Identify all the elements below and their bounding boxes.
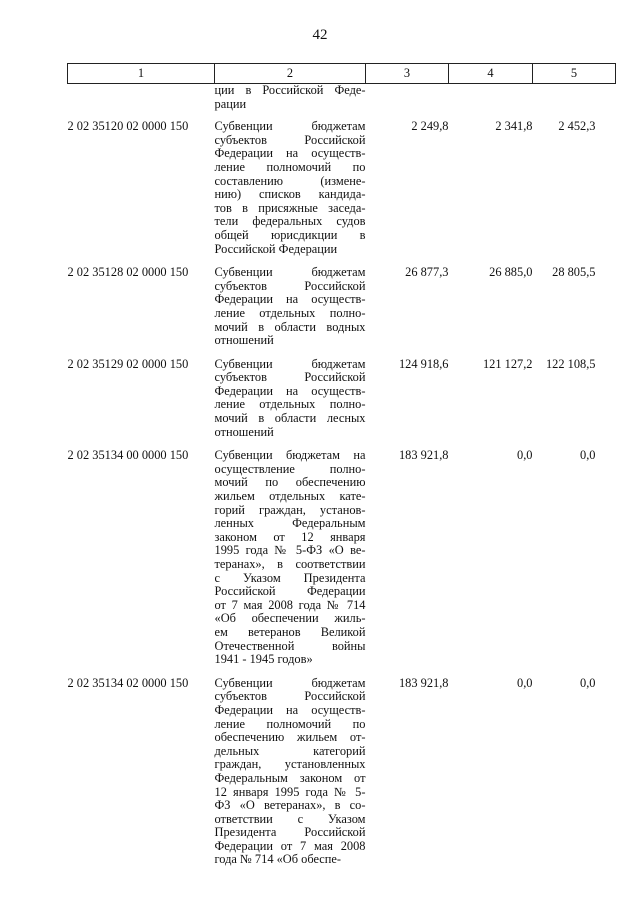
name-line: жильем отдельных кате- [214,489,366,504]
name-line: составлению (измене- [214,173,366,188]
name-line: Федерации от 7 мая 2008 [214,838,366,853]
name-line: мочий в области водных [214,319,366,334]
income-description [215,120,366,266]
name-line: 12 января 1995 года № 5- [214,784,366,799]
name-line: года № 714 «Об обеспе- [214,852,342,867]
column-header-5: 5 [533,64,616,84]
name-line: отношений [214,424,274,439]
name-line: Субвенции бюджетам на [214,448,366,463]
continuation-text [215,84,366,121]
amount-col-5: 2 452,3 [558,119,596,134]
budget-table [67,63,616,877]
amount-col-5: 122 108,5 [545,356,596,371]
income-description [215,677,366,877]
name-line: субъектов Российской [214,278,366,293]
name-line: Российской Федерации [214,241,338,256]
name-line: субъектов Российской [214,370,366,385]
name-line: осуществление полно- [214,461,366,476]
name-line: горий граждан, установ- [214,502,366,517]
amount-col-3: 2 249,8 [411,119,449,134]
amount-col-4: 2 341,8 [495,119,533,134]
name-line: ции в Российской Феде- [214,83,366,97]
amount-col-3: 124 918,6 [398,356,449,371]
name-line: нию) списков кандида- [214,187,366,202]
amount-col-3: 183 921,8 [398,448,449,463]
name-line: с Указом Президента [214,570,366,585]
name-line: теранах», в соответствии [214,557,366,571]
name-line: Президента Российской [214,825,366,840]
amount-col-5: 0,0 [580,675,596,690]
name-line: мочий по обеспечению [214,475,366,490]
name-line: ление отдельных полно- [214,397,366,412]
income-description [215,449,366,677]
name-line: Субвенции бюджетам [214,356,366,371]
name-line: ем ветеранов Великой [214,624,366,639]
amount-col-3: 183 921,8 [398,675,449,690]
name-line: Федерации на осуществ- [214,702,366,717]
column-header-2: 2 [215,64,366,84]
name-line: Субвенции бюджетам [214,119,366,134]
amount-col-3: 26 877,3 [405,265,449,280]
table-row [68,677,616,877]
table-row [68,358,616,450]
name-line: от 7 мая 2008 года № 714 [214,597,366,612]
name-line: рации [214,96,247,111]
name-line: дельных категорий [214,743,366,758]
name-line: ление полномочий по [214,716,366,731]
name-line: ление отдельных полно- [214,305,366,320]
name-line: Субвенции бюджетам [214,265,366,280]
column-header-1: 1 [68,64,215,84]
amount-col-5: 0,0 [580,448,596,463]
amount-col-4: 0,0 [517,675,533,690]
amount-col-4: 121 127,2 [482,356,533,371]
name-line: 1941 - 1945 годов» [214,652,313,667]
name-line: субъектов Российской [214,132,366,147]
name-line: общей юрисдикции в [214,227,366,242]
name-line: ленных Федеральным [214,516,366,531]
name-line: Субвенции бюджетам [214,675,366,690]
name-line: Федерации на осуществ- [214,383,366,398]
name-line: субъектов Российской [214,689,366,704]
name-line: мочий в области лесных [214,411,366,426]
name-line: Отечественной войны [214,638,366,653]
table-row [68,449,616,677]
amount-col-5: 28 805,5 [552,265,596,280]
name-line: Федеральным законом от [214,770,366,785]
amount-col-4: 0,0 [517,448,533,463]
name-line: ление полномочий по [214,159,366,174]
name-line: Федерации на осуществ- [214,292,366,307]
budget-code: 2 02 35128 02 0000 150 [67,265,189,280]
table-row [68,120,616,266]
budget-code: 2 02 35129 02 0000 150 [67,356,189,371]
income-description [215,358,366,450]
name-line: ФЗ «О ветеранах», в со- [214,798,366,813]
name-line: тов в присяжные заседа- [214,200,366,215]
column-header-4: 4 [449,64,533,84]
table-row [68,266,616,358]
page-number: 42 [312,27,328,43]
amount-col-4: 26 885,0 [489,265,533,280]
budget-code: 2 02 35120 02 0000 150 [67,119,189,134]
table-header-row [68,64,616,84]
name-line: Российской Федерации [214,584,366,599]
name-line: отношений [214,333,274,348]
name-line: тели федеральных судов [214,214,366,229]
name-line: «Об обеспечении жиль- [214,611,366,626]
column-header-3: 3 [366,64,449,84]
budget-code: 2 02 35134 02 0000 150 [67,675,189,690]
continuation-row [68,84,616,121]
budget-code: 2 02 35134 00 0000 150 [67,448,189,463]
name-line: граждан, установленных [214,757,366,772]
name-line: Федерации на осуществ- [214,146,366,161]
name-line: законом от 12 января [214,529,366,544]
name-line: обеспечению жильем от- [214,730,366,745]
name-line: ответствии с Указом [214,811,366,826]
income-description [215,266,366,358]
name-line: 1995 года № 5-ФЗ «О ве- [214,543,366,558]
